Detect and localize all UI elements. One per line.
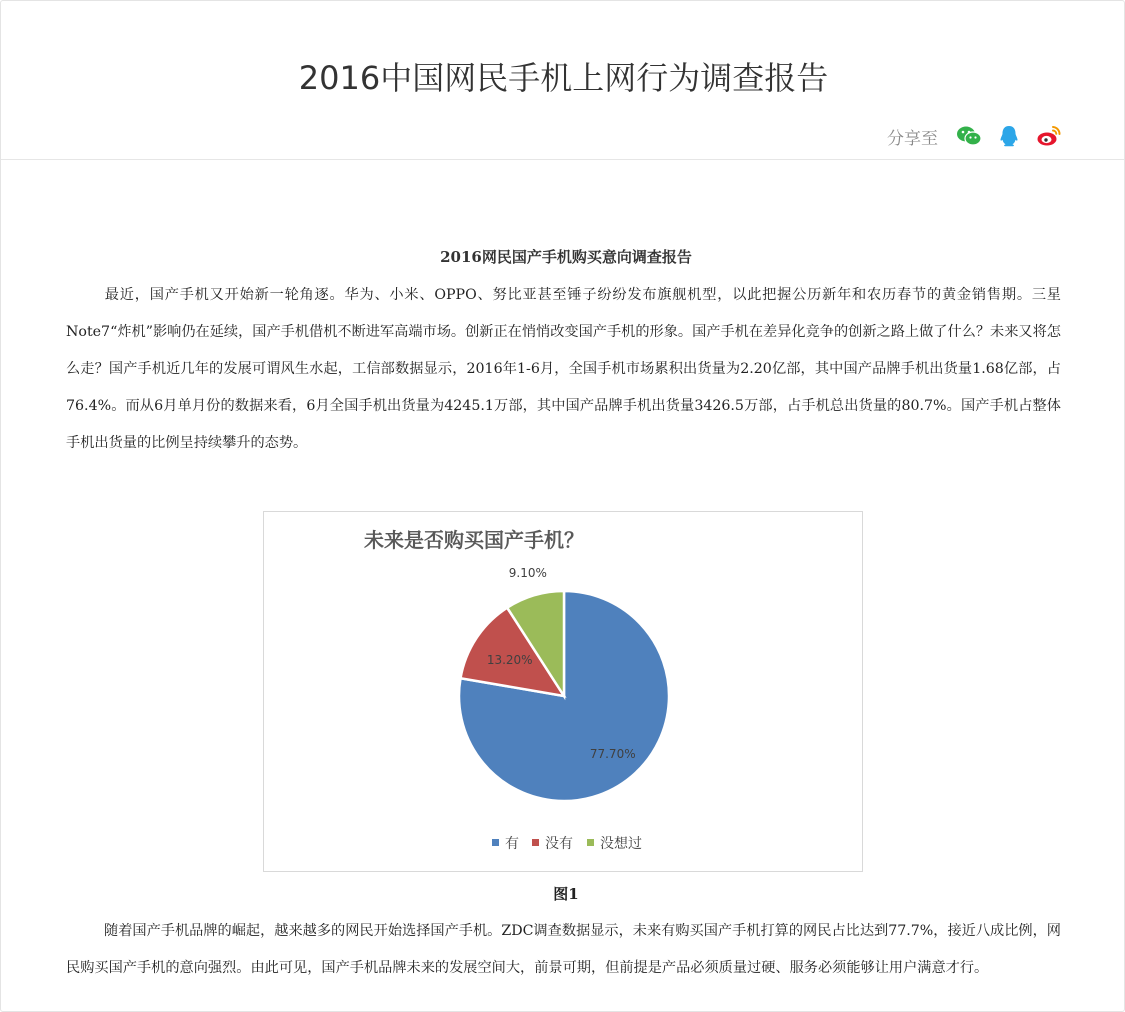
wechat-icon[interactable] bbox=[956, 123, 982, 149]
legend-swatch bbox=[532, 839, 539, 846]
pie-chart-svg bbox=[264, 512, 862, 871]
article-paragraph bbox=[66, 277, 1061, 462]
data-label: 9.10% bbox=[508, 566, 547, 581]
legend-label: 没有 bbox=[545, 836, 573, 852]
article-subtitle: 2016网民国产手机购买意向调查报告 bbox=[440, 248, 692, 266]
weibo-icon[interactable] bbox=[1036, 123, 1062, 149]
share-bar bbox=[887, 121, 1062, 151]
paragraph-text: 随着国产手机品牌的崛起，越来越多的网民开始选择国产手机。ZDC调查数据显示，未来有购买国产手机打算的网民占比达到77.7%，接近八成比例，网民购买国产手机的意向强烈。由此可见，国产手机品牌未来的发展空间大，前景可期，但前提是产品必须质量过硬、服务必须能够让用户满意才行。 bbox=[66, 923, 1061, 976]
share-label: 分享至 bbox=[887, 128, 938, 149]
legend-swatch bbox=[492, 839, 499, 846]
qq-icon[interactable] bbox=[996, 123, 1022, 149]
data-label: 13.20% bbox=[486, 653, 533, 668]
figure-caption: 图1 bbox=[553, 885, 579, 903]
data-label: 77.70% bbox=[589, 746, 636, 761]
legend-label: 没想过 bbox=[600, 836, 642, 852]
pie-chart bbox=[263, 511, 863, 872]
page-header bbox=[1, 1, 1124, 160]
legend-swatch bbox=[587, 839, 594, 846]
legend-label: 有 bbox=[505, 836, 519, 852]
page-title: 2016中国网民手机上网行为调查报告 bbox=[298, 59, 829, 97]
paragraph-text: 最近，国产手机又开始新一轮角逐。华为、小米、OPPO、努比亚甚至锤子纷纷发布旗舰机型，以此把握公历新年和农历春节的黄金销售期。三星Note7“炸机”影响仍在延续，国产手机借机不断进军高端市场。创新正在悄悄改变国产手机的形象。国产手机在差异化竞争的创新之路上做了什么？未来又将怎么走？国产手机近几年的发展可谓风生水起，工信部数据显示，2016年1-6月，全国手机市场累积出货量为2.20亿部，其中国产品牌手机出货量1.68亿部，占76.4%。而从6月单月份的数据来看，6月全国手机出货量为4245.1万部，其中国产品牌手机出货量3426.5万部，占手机总出货量的80.7%。国产手机占整体手机出货量的比例呈持续攀升的态势。 bbox=[66, 287, 1061, 451]
article-paragraph bbox=[66, 913, 1061, 987]
chart-title: 未来是否购买国产手机？ bbox=[364, 528, 584, 552]
